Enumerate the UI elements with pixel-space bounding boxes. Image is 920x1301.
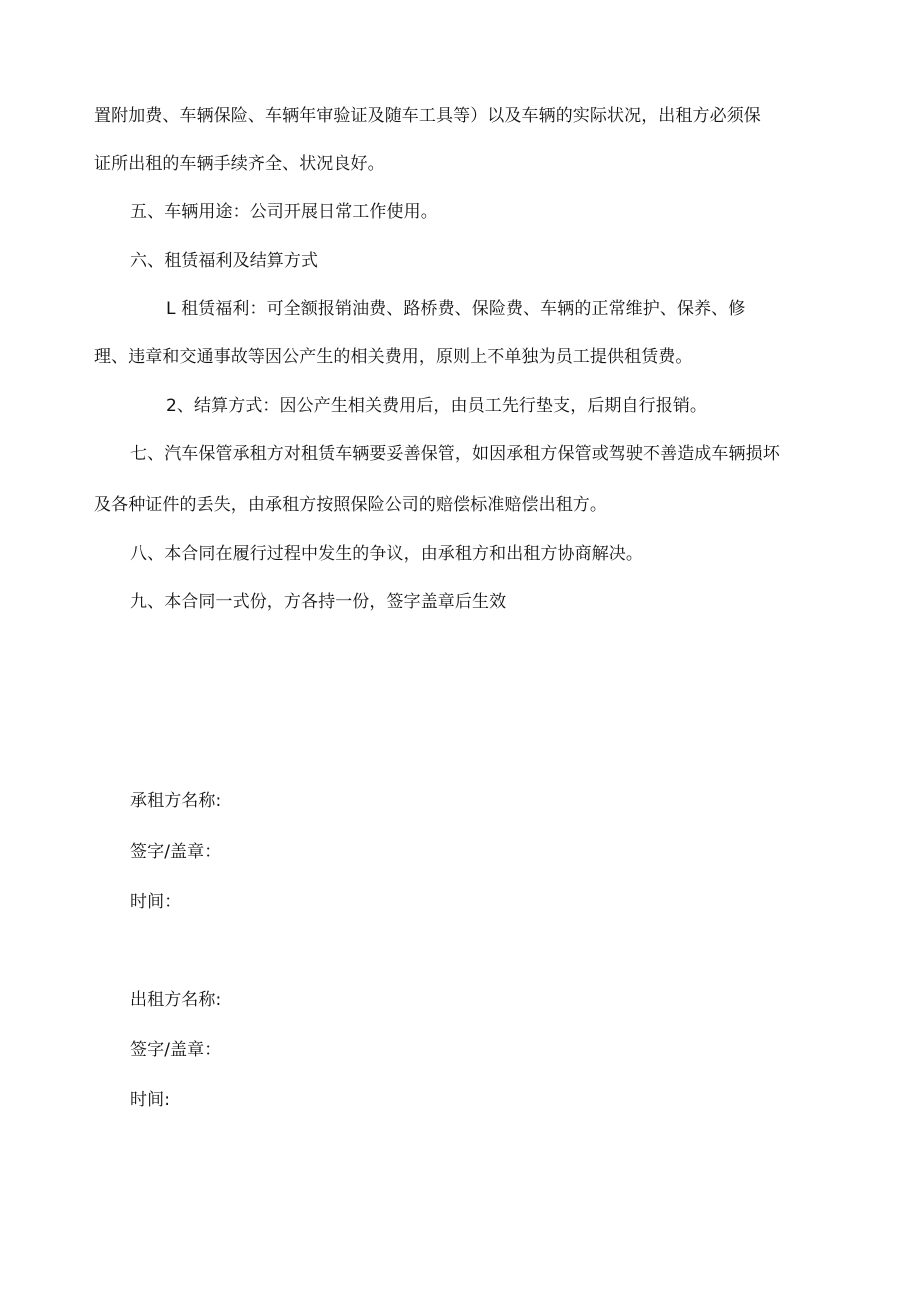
text-line: 置附加费、车辆保险、车辆年审验证及随车工具等）以及车辆的实际状况，出租方必须保 — [94, 106, 761, 126]
text-line: 七、汽车保管承租方对租赁车辆要妥善保管，如因承租方保管或驾驶不善造成车辆损坏 — [130, 444, 780, 464]
lessor-time-label: 时间: — [130, 1090, 171, 1110]
lessee-signature-label: 签字/盖章： — [130, 842, 222, 862]
lessor-signature-label: 签字/盖章： — [130, 1040, 222, 1060]
text-line: 八、本合同在履行过程中发生的争议，由承租方和出租方协商解决。 — [130, 544, 643, 564]
text-line: 证所出租的车辆手续齐全、状况良好。 — [94, 154, 385, 174]
text-line: 六、租赁福利及结算方式 — [130, 251, 319, 271]
lessee-time-label: 时间： — [130, 892, 182, 912]
lessor-name-label: 出租方名称: — [130, 990, 222, 1010]
text-line: L 租赁福利：可全额报销油费、路桥费、保险费、车辆的正常维护、保养、修 — [166, 299, 746, 319]
text-line: 理、违章和交通事故等因公产生的相关费用，原则上不单独为员工提供租赁费。 — [94, 347, 693, 367]
text-line: 2、结算方式：因公产生相关费用后，由员工先行垫支，后期自行报销。 — [166, 396, 708, 416]
text-line: 五、车辆用途：公司开展日常工作使用。 — [130, 202, 438, 222]
text-line: 及各种证件的丢失，由承租方按照保险公司的赔偿标准赔偿出租方。 — [94, 495, 607, 515]
lessee-name-label: 承租方名称: — [130, 791, 222, 811]
text-line: 九、本合同一式份，方各持一份，签字盖章后生效 — [130, 592, 507, 612]
